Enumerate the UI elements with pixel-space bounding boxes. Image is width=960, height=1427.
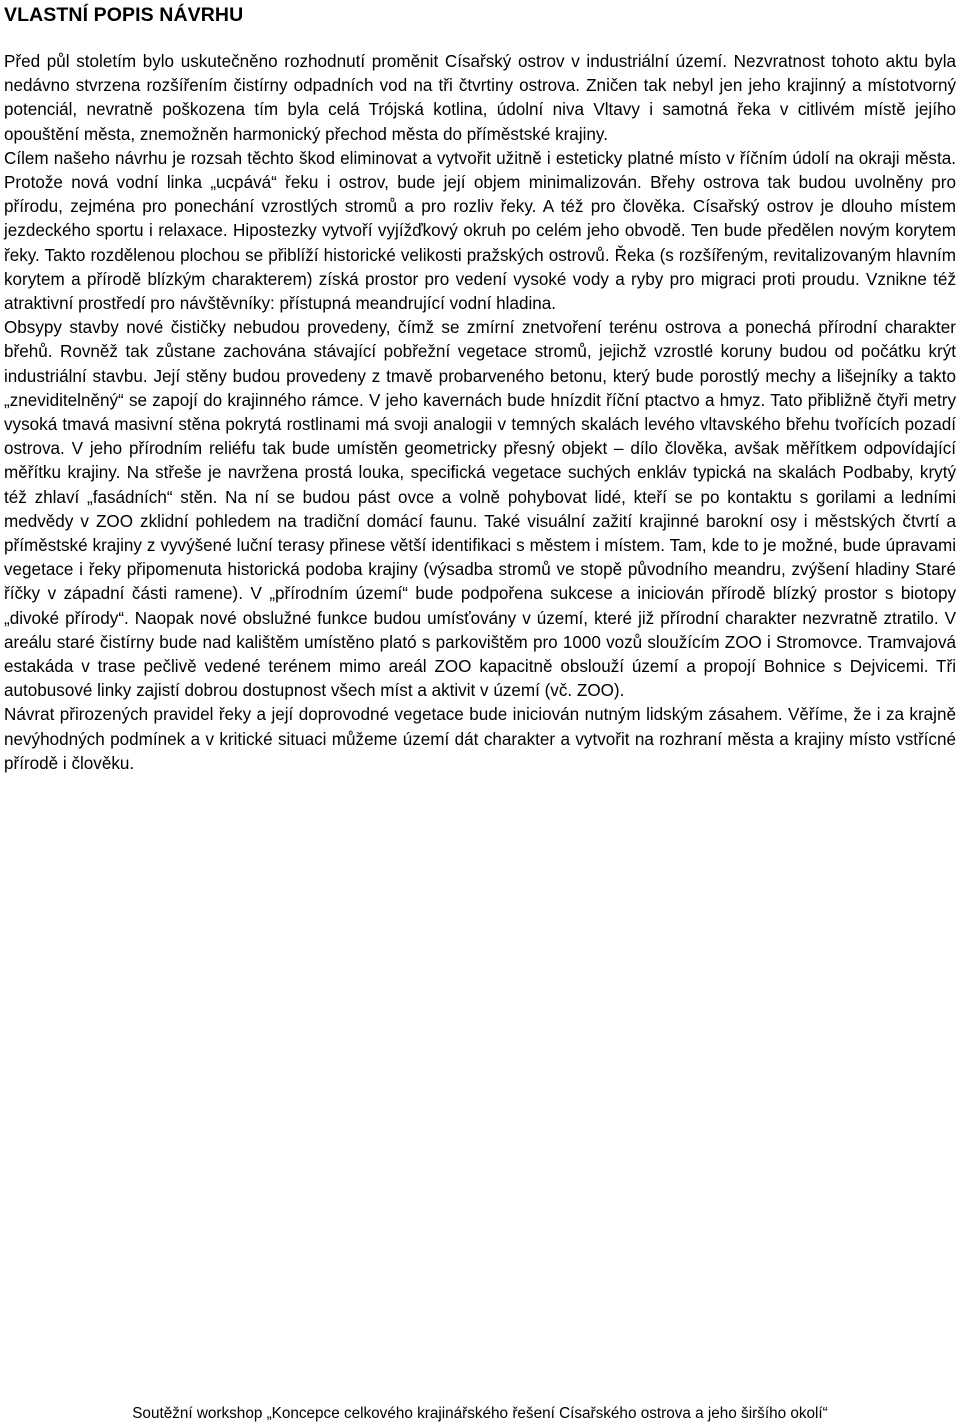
paragraph-goal: Cílem našeho návrhu je rozsah těchto škod eliminovat a vytvořit užitně i esteticky platné místo v říčním údolí na okraji města. Protože nová vodní linka „ucpává“ řeku i ostrov, bude její objem minimalizován. Břehy ostrova tak budou uvolněny pro přírodu, zejména pro ponechání vzrostlých stromů a pro rozliv řeky. A též pro člověka. Císařský ostrov je dlouho místem jezdeckého sportu i relaxace. Hipostezky vytvoří vyjížďkový okruh po celém jeho obvodě. Ten bude předělen novým korytem řeky. Takto rozdělenou plochou se přiblíží historické velikosti pražských ostrovů. Řeka (s rozšířeným, revitalizovaným hlavním korytem a přírodě blízkým charakterem) získá prostor pro vedení vysoké vody a ryby pro migraci proti proudu. Vznikne též atraktivní prostředí pro návštěvníky: přístupná meandrující vodní hladina. xyxy=(4,148,956,314)
paragraph-intro: Před půl stoletím bylo uskutečněno rozhodnutí proměnit Císařský ostrov v industriální území. Nezvratnost tohoto aktu byla nedávno stvrzena rozšířením čistírny odpadních vod na tři čtvrtiny ostrova. Zničen tak nebyl jen jeho krajinný a místotvorný potenciál, nevratně poškozena tím byla celá Trójská kotlina, údolní niva Vltavy i samotná řeka v citlivém místě jejího opouštění města, znemožněn harmonický přechod města do příměstské krajiny. xyxy=(4,52,956,144)
paragraph-conclusion: Návrat přirozených pravidel řeky a její doprovodné vegetace bude iniciován nutným lidským zásahem. Věříme, že i za krajně nevýhodných podmínek a v kritické situaci můžeme území dát charakter a vytvořit na rozhraní města a krajiny místo vstřícné přírodě i člověku. xyxy=(4,705,956,773)
page-footer: Soutěžní workshop „Koncepce celkového krajinářského řešení Císařského ostrova a jeho širšího okolí“ xyxy=(132,1405,828,1422)
document-page xyxy=(4,0,956,776)
document-title: VLASTNÍ POPIS NÁVRHU xyxy=(4,4,244,26)
paragraph-treatment-plant: Obsypy stavby nové čističky nebudou provedeny, čímž se zmírní znetvoření terénu ostrova a ponechá přírodní charakter břehů. Rovněž tak zůstane zachována stávající pobřežní vegetace stromů, jejichž vzrostlé koruny budou od počátku krýt industriální stavbu. Její stěny budou provedeny z tmavě probarveného betonu, který bude porostlý mechy a lišejníky a takto „zneviditelněný“ se zapojí do krajinného rámce. V jeho kavernách bude hnízdit říční ptactvo a hmyz. Tato přibližně čtyři metry vysoká tmavá masivní stěna pokrytá rostlinami má svoji analogii v temných skalách levého vltavského břehu tvořících pozadí ostrova. V jeho přírodním reliéfu tak bude umístěn geometricky přesný objekt – dílo člověka, avšak měřítkem odpovídající měřítku krajiny. Na střeše je navržena prostá louka, specifická vegetace suchých enkláv typická na skalách Podbaby, krytý též zhlaví „fasádních“ stěn. Na ní se budou pást ovce a volně pohybovat lidé, kteří se po kontaktu s gorilami a ledními medvědy v ZOO zklidní pohledem na tradiční domácí faunu. Také visuální zažití krajinné barokní osy i městských čtvrtí a příměstské krajiny z vyvýšené luční terasy přinese větší identifikaci s městem i místem. Tam, kde to je možné, bude úpravami vegetace i řeky připomenuta historická podoba krajiny (výsadba stromů ve stopě původního meandru, zvýšení hladiny Staré říčky v západní části ramene). V „přírodním území“ bude podpořena sukcese a iniciován přírodě blízký prostor s biotopy „divoké přírody“. Naopak nové obslužné funkce budou umísťovány v území, které již přírodní charakter nezvratně ztratilo. V areálu staré čistírny bude nad kalištěm umístěno plató s parkovištěm pro 1000 vozů sloužícím ZOO i Stromovce. Tramvajová estakáda v trase pečlivě vedené terénem mimo areál ZOO kapacitně obslouží území a propojí Bohnice s Dejvicemi. Tři autobusové linky zajistí dobrou dostupnost všech míst a aktivit v území (vč. ZOO). xyxy=(4,318,956,701)
document-body xyxy=(4,50,956,776)
